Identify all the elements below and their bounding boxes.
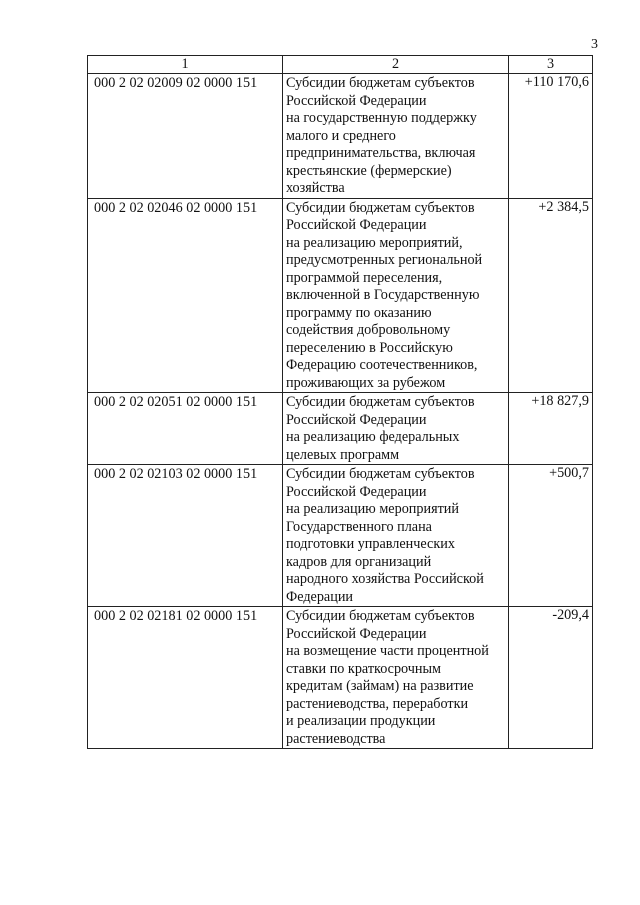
description-line: малого и среднего xyxy=(286,127,396,144)
description-line: на реализацию мероприятий xyxy=(286,501,459,517)
description-line: и реализации продукции xyxy=(286,713,436,729)
description-line: кадров для организаций xyxy=(286,553,432,570)
amount: +110 170,6 xyxy=(509,74,593,199)
description-line: Субсидии бюджетам субъектов xyxy=(286,608,475,624)
subsidy-description xyxy=(283,393,509,465)
budget-table xyxy=(87,55,593,749)
description-line: на государственную поддержку xyxy=(286,110,477,126)
description-line: Субсидии бюджетам субъектов xyxy=(286,466,475,482)
description-line: народного хозяйства Российской xyxy=(286,571,484,587)
description-line: на реализацию мероприятий, xyxy=(286,234,463,251)
description-line: кредитам (займам) на развитие xyxy=(286,678,474,694)
budget-code: 000 2 02 02046 02 0000 151 xyxy=(88,198,283,393)
description-line: растениеводства, переработки xyxy=(286,695,469,712)
amount: +2 384,5 xyxy=(509,198,593,393)
description-line: крестьянские (фермерские) xyxy=(286,162,452,179)
description-line: программой переселения, xyxy=(286,269,443,286)
budget-code: 000 2 02 02009 02 0000 151 xyxy=(88,74,283,199)
description-line: программу по оказанию xyxy=(286,304,432,321)
header-row xyxy=(88,56,593,74)
column-header-3: 3 xyxy=(509,56,593,74)
table-row xyxy=(88,393,593,465)
description-line: включенной в Государственную xyxy=(286,287,480,303)
budget-code: 000 2 02 02103 02 0000 151 xyxy=(88,465,283,607)
description-line: Федерации xyxy=(286,588,354,605)
amount: +18 827,9 xyxy=(509,393,593,465)
description-line: Государственного плана xyxy=(286,518,432,535)
budget-code: 000 2 02 02051 02 0000 151 xyxy=(88,393,283,465)
description-line: на возмещение части процентной xyxy=(286,643,489,659)
column-header-1: 1 xyxy=(88,56,283,74)
description-line: Субсидии бюджетам субъектов xyxy=(286,75,475,91)
description-line: Российской Федерации xyxy=(286,483,427,500)
description-line: Субсидии бюджетам субъектов xyxy=(286,394,475,410)
description-line: ставки по краткосрочным xyxy=(286,660,442,677)
description-line: Федерацию соотечественников, xyxy=(286,357,478,373)
budget-code: 000 2 02 02181 02 0000 151 xyxy=(88,607,283,749)
subsidy-description xyxy=(283,465,509,607)
description-line: проживающих за рубежом xyxy=(286,374,446,391)
description-line: подготовки управленческих xyxy=(286,536,455,552)
page-number: 3 xyxy=(591,37,598,52)
description-line: предусмотренных региональной xyxy=(286,252,483,268)
description-line: Российской Федерации xyxy=(286,411,427,428)
subsidy-description xyxy=(283,607,509,749)
description-line: Российской Федерации xyxy=(286,625,427,642)
table-row xyxy=(88,465,593,607)
table-row xyxy=(88,74,593,199)
description-line: на реализацию федеральных xyxy=(286,429,460,445)
table-row xyxy=(88,607,593,749)
amount: +500,7 xyxy=(509,465,593,607)
description-line: переселению в Российскую xyxy=(286,339,453,356)
description-line: растениеводства xyxy=(286,730,386,747)
description-line: Российской Федерации xyxy=(286,217,427,233)
amount: -209,4 xyxy=(509,607,593,749)
description-line: Субсидии бюджетам субъектов xyxy=(286,199,475,216)
subsidy-description xyxy=(283,198,509,393)
description-line: Российской Федерации xyxy=(286,92,427,109)
subsidy-description xyxy=(283,74,509,199)
description-line: целевых программ xyxy=(286,446,400,463)
table-row xyxy=(88,198,593,393)
column-header-2: 2 xyxy=(283,56,509,74)
description-line: содействия добровольному xyxy=(286,322,451,338)
description-line: хозяйства xyxy=(286,180,345,196)
description-line: предпринимательства, включая xyxy=(286,145,476,161)
